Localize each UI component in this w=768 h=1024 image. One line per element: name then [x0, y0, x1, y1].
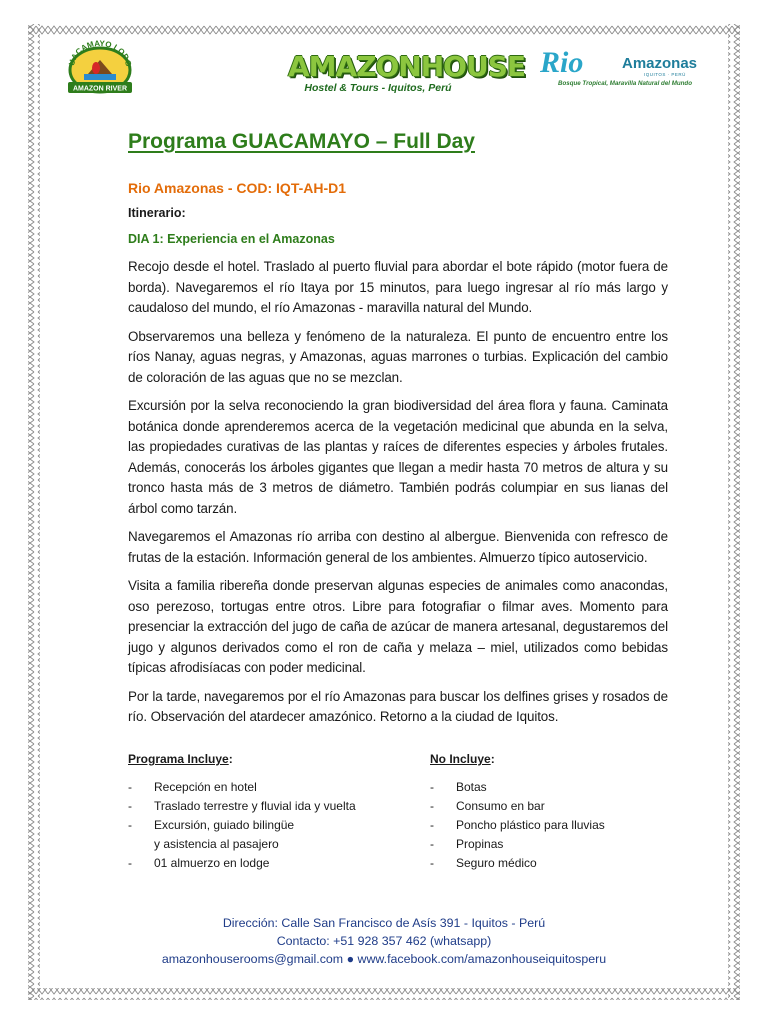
program-code: Rio Amazonas - COD: IQT-AH-D1 [128, 180, 347, 196]
list-item: - Botas [430, 780, 487, 794]
includes-list [128, 778, 388, 873]
rio-logo-slogan: Bosque Tropical, Maravilla Natural del Mundo [558, 80, 692, 87]
guacamayo-lodge-logo [60, 40, 140, 96]
list-item: - Traslado terrestre y fluvial ida y vuelta [128, 799, 356, 813]
list-item: - Recepción en hotel [128, 780, 257, 794]
brand-name: AMAZONHOUSE [288, 50, 526, 83]
amazonhouse-logo [288, 46, 526, 100]
list-item: - Consumo en bar [430, 799, 545, 813]
left-logo-line2: AMAZON RIVER [72, 85, 128, 93]
list-item: - Poncho plástico para lluvias [430, 818, 605, 832]
rio-logo-location: IQUITOS · PERÚ [644, 72, 686, 77]
paragraph: Excursión por la selva reconociendo la gran biodiversidad del área flora y fauna. Caminata botánica donde aprenderemos acerca de la vegetación medicinal que abunda en la selva, las propiedades curativas de las plantas y raíces de diferentes especies y árboles frutales. Además, conocerás los árboles gigantes que llegan a medir hasta 70 metros de altura y su tronco hasta más de 3 metros de diámetro. También podrás columpiar en sus lianas del árbol como tarzán. [128, 398, 668, 516]
excludes-heading: No Incluye: [430, 752, 495, 766]
includes-heading: Programa Incluye: [128, 752, 233, 766]
day-heading: DIA 1: Experiencia en el Amazonas [128, 232, 335, 246]
list-item: - Seguro médico [430, 856, 537, 870]
footer-phone: Contacto: +51 928 357 462 (whatsapp) [276, 934, 492, 948]
rio-amazonas-logo [540, 46, 710, 94]
paragraph: Por la tarde, navegaremos por el río Amazonas para buscar los delfines grises y rosados de río. Observación del atardecer amazónico. Retorno a la ciudad de Iquitos. [128, 688, 668, 724]
left-logo-line1: UACAMAYO LODG [67, 40, 134, 68]
footer-email-web[interactable]: amazonhouserooms@gmail.com ● www.facebook.com/amazonhouseiquitosperu [161, 952, 607, 966]
list-item: - Propinas [430, 837, 504, 851]
program-title: Programa GUACAMAYO – Full Day [128, 130, 475, 153]
list-item: - 01 almuerzo en lodge [128, 856, 270, 870]
paragraph: Navegaremos el Amazonas río arriba con destino al albergue. Bienvenida con refresco de frutas de la estación. Información general de los ambientes. Almuerzo típico autoservicio. [128, 529, 668, 565]
footer-contact [0, 914, 768, 968]
list-item: - Excursión, guiado bilingüe y asistencia al pasajero [128, 818, 295, 851]
paragraph: Recojo desde el hotel. Traslado al puerto fluvial para abordar el bote rápido (motor fuera de borda). Navegaremos el río Itaya por 15 minutos, para luego ingresar al río más largo y caudaloso del mundo, el río Amazonas - maravilla natural del Mundo. [128, 259, 668, 315]
footer-address: Dirección: Calle San Francisco de Asís 391 - Iquitos - Perú [222, 916, 546, 930]
rio-wordmark: Rio [540, 46, 584, 79]
itinerary-body [128, 257, 668, 736]
itinerary-label: Itinerario: [128, 206, 186, 220]
paragraph: Observaremos una belleza y fenómeno de la naturaleza. El punto de encuentro entre los ríos Nanay, aguas negras, y Amazonas, aguas marrones o turbias. Explicación del cambio de coloración de las aguas que no se mezclan. [128, 328, 668, 385]
brand-tagline: Hostel & Tours - Iquitos, Perú [304, 82, 452, 94]
excludes-list [430, 778, 660, 873]
amazonas-wordmark: Amazonas [622, 55, 698, 72]
paragraph: Visita a familia ribereña donde preservan algunas especies de animales como anacondas, oso perezoso, tortugas entre otros. Libre para fotografiar o filmar aves. Momento para presenciar la extracción del jugo de caña de azúcar de manera artesanal, degustaremos del jugo y algunos derivados como el ron de caña y melaza – miel, utilizados como bebidas típicas afrodisíacas con poder medicinal. [128, 578, 668, 675]
